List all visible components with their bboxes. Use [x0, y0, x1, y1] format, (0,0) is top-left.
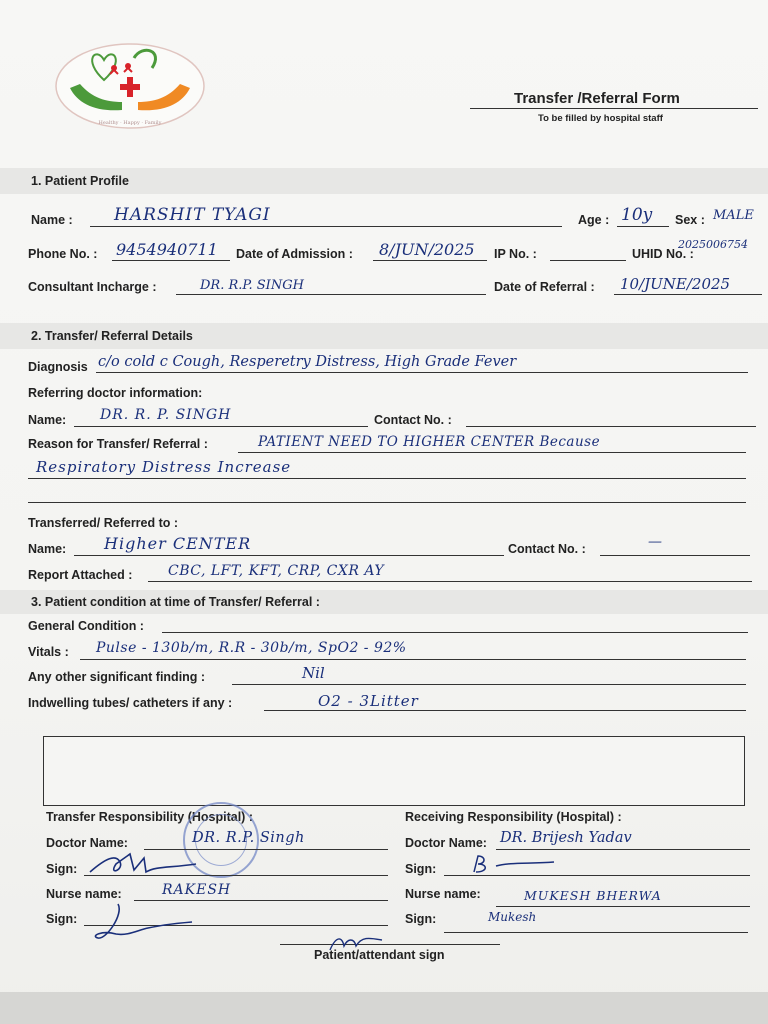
section-heading-condition: 3. Patient condition at time of Transfer/ Referral :	[31, 595, 320, 609]
form-title: Transfer /Referral Form	[514, 90, 680, 107]
transfer-doctor-name-label: Doctor Name:	[46, 836, 128, 850]
reason-field-line-1[interactable]	[238, 452, 746, 453]
receiving-name: Higher CENTER	[104, 534, 252, 553]
receiving-sign-label: Sign:	[405, 862, 437, 876]
receiving-nurse-sign-line[interactable]	[444, 932, 748, 933]
referral-date: 10/JUNE/2025	[620, 275, 731, 293]
other-finding-label: Any other significant finding :	[28, 670, 206, 684]
diagnosis-text: c/o cold c Cough, Resperetry Distress, High Grade Fever	[98, 354, 517, 370]
receiving-contact: —	[648, 534, 662, 550]
receiving-contact-line[interactable]	[600, 555, 750, 556]
transferred-to-heading: Transferred/ Referred to :	[28, 516, 179, 530]
section-heading-transfer: 2. Transfer/ Referral Details	[31, 329, 193, 343]
receiving-name-line[interactable]	[74, 555, 504, 556]
name-field-line[interactable]	[90, 226, 562, 227]
referring-doctor-name: DR. R. P. SINGH	[100, 407, 232, 423]
reason-text-line-1: PATIENT NEED TO HIGHER CENTER Because	[258, 434, 601, 450]
sex-label: Sex :	[675, 213, 705, 227]
receiving-contact-label: Contact No. :	[508, 542, 586, 556]
report-label: Report Attached :	[28, 568, 133, 582]
referring-contact-line[interactable]	[466, 426, 756, 427]
svg-text:Healthy · Happy · Family: Healthy · Happy · Family	[98, 120, 162, 126]
receiving-doctor-name: DR. Brijesh Yadav	[500, 830, 632, 846]
tubes-text: O2 - 3Litter	[318, 692, 419, 710]
diagnosis-label: Diagnosis	[28, 360, 88, 374]
general-condition-label: General Condition :	[28, 619, 144, 633]
receiving-doctor-name-label: Doctor Name:	[405, 836, 487, 850]
transfer-doctor-name: DR. R.P. Singh	[192, 830, 305, 846]
title-rule	[470, 108, 758, 109]
receiving-doctor-name-line[interactable]	[496, 849, 750, 850]
admission-date-label: Date of Admission :	[236, 247, 353, 261]
vitals-field-line[interactable]	[80, 659, 746, 660]
ip-no-label: IP No. :	[494, 247, 537, 261]
receiving-nurse-name: MUKESH BHERWA	[524, 888, 662, 903]
admission-date-field-line[interactable]	[373, 260, 487, 261]
receiving-nurse-name-label: Nurse name:	[405, 887, 481, 901]
patient-sign-line[interactable]	[280, 944, 500, 945]
form-subtitle: To be filled by hospital staff	[538, 113, 663, 124]
ip-no-field-line[interactable]	[550, 260, 626, 261]
receiving-doctor-signature	[470, 852, 560, 881]
patient-age: 10y	[621, 205, 653, 225]
transfer-nurse-name-label: Nurse name:	[46, 887, 122, 901]
tubes-field-line[interactable]	[264, 710, 746, 711]
receiving-nurse-name-line[interactable]	[496, 906, 750, 907]
hospital-logo	[52, 40, 208, 137]
referral-date-label: Date of Referral :	[494, 280, 595, 294]
tubes-label: Indwelling tubes/ catheters if any :	[28, 696, 233, 710]
reason-field-line-2[interactable]	[28, 478, 746, 479]
patient-sex: MALE	[713, 208, 754, 223]
admission-date: 8/JUN/2025	[379, 240, 475, 259]
vitals-label: Vitals :	[28, 645, 69, 659]
transfer-doctor-signature	[86, 848, 206, 885]
phone-field-line[interactable]	[112, 260, 230, 261]
report-field-line[interactable]	[148, 581, 752, 582]
other-finding-line[interactable]	[232, 684, 746, 685]
phone-number: 9454940711	[116, 240, 218, 259]
name-label: Name :	[31, 213, 73, 227]
diagnosis-field-line[interactable]	[96, 372, 748, 373]
receiving-nurse-sign-label: Sign:	[405, 912, 437, 926]
referring-doctor-name-line[interactable]	[74, 426, 368, 427]
general-condition-line[interactable]	[162, 632, 748, 633]
consultant-field-line[interactable]	[176, 294, 486, 295]
remarks-box[interactable]	[43, 736, 745, 806]
reason-field-line-3[interactable]	[28, 502, 746, 503]
transfer-responsibility-heading: Transfer Responsibility (Hospital) :	[46, 810, 253, 824]
consultant-label: Consultant Incharge :	[28, 280, 157, 294]
age-label: Age :	[578, 213, 610, 227]
receiving-nurse-signature: Mukesh	[488, 910, 537, 924]
referring-contact-label: Contact No. :	[374, 413, 452, 427]
referring-doctor-heading: Referring doctor information:	[28, 386, 203, 400]
uhid-label: UHID No. :	[632, 247, 694, 261]
report-attached: CBC, LFT, KFT, CRP, CXR AY	[168, 563, 385, 579]
transfer-nurse-name: RAKESH	[162, 882, 232, 898]
vitals-text: Pulse - 130b/m, R.R - 30b/m, SpO2 - 92%	[96, 640, 407, 656]
consultant-name: DR. R.P. SINGH	[200, 278, 304, 293]
patient-name: HARSHIT TYAGI	[114, 205, 271, 225]
reason-text-line-2: Respiratory Distress Increase	[36, 458, 292, 476]
reason-label: Reason for Transfer/ Referral :	[28, 437, 208, 451]
patient-sign-label: Patient/attendant sign	[314, 948, 445, 962]
page-bottom-edge	[0, 992, 768, 1024]
uhid-number: 2025006754	[678, 238, 748, 251]
referring-doctor-name-label: Name:	[28, 413, 67, 427]
transfer-nurse-signature	[88, 900, 198, 951]
receiving-responsibility-heading: Receiving Responsibility (Hospital) :	[405, 810, 622, 824]
section-heading-profile: 1. Patient Profile	[31, 174, 129, 188]
transfer-nurse-sign-label: Sign:	[46, 912, 78, 926]
referral-date-field-line[interactable]	[614, 294, 762, 295]
age-field-line[interactable]	[617, 226, 669, 227]
other-finding: Nil	[302, 664, 325, 682]
transfer-sign-label: Sign:	[46, 862, 78, 876]
phone-label: Phone No. :	[28, 247, 98, 261]
receiving-name-label: Name:	[28, 542, 67, 556]
